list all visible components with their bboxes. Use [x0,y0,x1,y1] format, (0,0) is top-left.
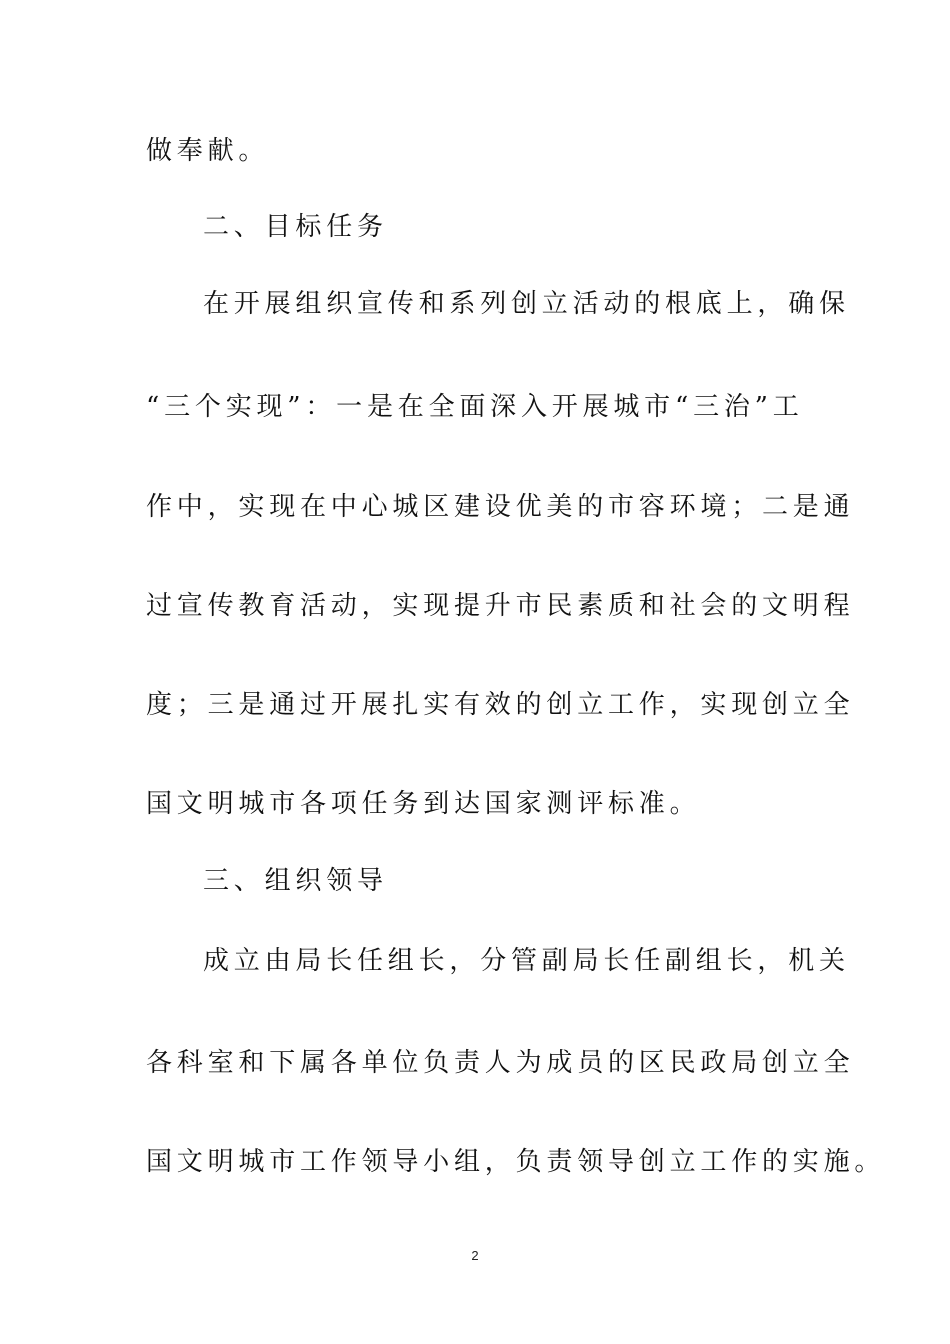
text-line-7: 度；三是通过开展扎实有效的创立工作，实现创立全 [146,690,855,720]
text-line-4: “三个实现”：一是在全面深入开展城市“三治”工 [146,392,804,422]
text-line-11: 各科室和下属各单位负责人为成员的区民政局创立全 [146,1048,855,1078]
text-line-6: 过宣传教育活动，实现提升市民素质和社会的文明程 [146,591,855,621]
text-line-3: 在开展组织宣传和系列创立活动的根底上，确保 [203,289,850,319]
section-heading-leadership: 三、组织领导 [203,866,388,896]
text-line-1: 做奉献。 [146,136,270,166]
text-line-10: 成立由局长任组长，分管副局长任副组长，机关 [203,946,850,976]
text-line-12: 国文明城市工作领导小组，负责领导创立工作的实施。 [146,1147,886,1177]
text-line-5: 作中，实现在中心城区建设优美的市容环境；二是通 [146,492,855,522]
text-line-8: 国文明城市各项任务到达国家测评标准。 [146,789,701,819]
page-number: 2 [471,1248,479,1263]
section-heading-goals: 二、目标任务 [203,212,388,242]
